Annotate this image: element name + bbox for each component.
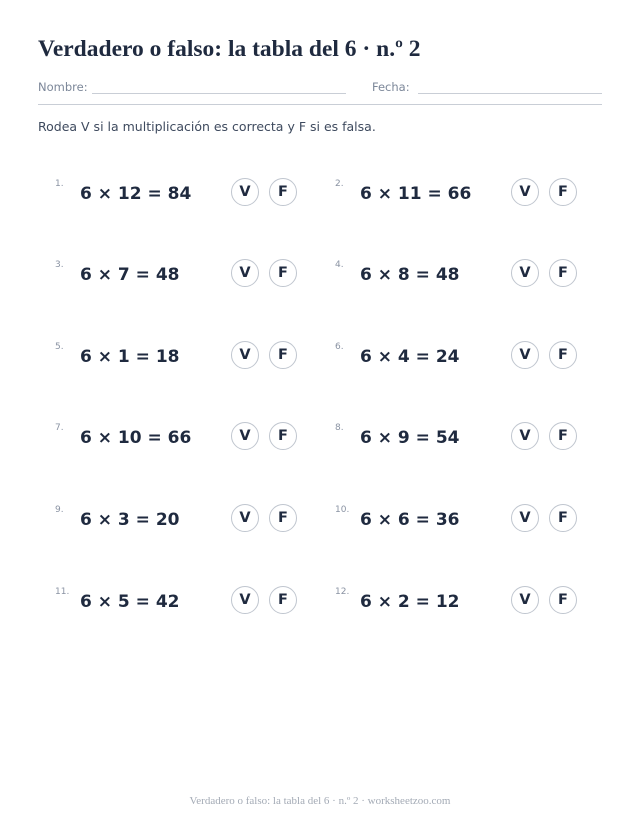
true-option-button[interactable]: V bbox=[511, 341, 539, 369]
problem-number: 12. bbox=[335, 587, 350, 597]
false-option-button[interactable]: F bbox=[269, 259, 297, 287]
false-option-button[interactable]: F bbox=[269, 178, 297, 206]
false-option-button[interactable]: F bbox=[549, 178, 577, 206]
problem-item bbox=[335, 586, 605, 618]
problem-number: 5. bbox=[55, 342, 64, 352]
problem-number: 8. bbox=[335, 423, 344, 433]
instructions: Rodea V si la multiplicación es correcta y F si es falsa. bbox=[38, 119, 376, 134]
problem-equation: 6 × 9 = 54 bbox=[360, 428, 460, 448]
header-fields bbox=[38, 80, 602, 96]
problem-number: 7. bbox=[55, 423, 64, 433]
false-option-button[interactable]: F bbox=[549, 259, 577, 287]
date-field[interactable] bbox=[418, 93, 602, 94]
problem-item bbox=[55, 504, 325, 536]
false-option-button[interactable]: F bbox=[549, 422, 577, 450]
true-option-button[interactable]: V bbox=[231, 178, 259, 206]
date-label: Fecha: bbox=[372, 80, 410, 94]
problem-item bbox=[55, 259, 325, 291]
problem-equation: 6 × 5 = 42 bbox=[80, 592, 180, 612]
false-option-button[interactable]: F bbox=[549, 341, 577, 369]
problem-number: 6. bbox=[335, 342, 344, 352]
problem-number: 11. bbox=[55, 587, 70, 597]
true-option-button[interactable]: V bbox=[231, 259, 259, 287]
problem-item bbox=[335, 422, 605, 454]
header-divider bbox=[38, 104, 602, 105]
true-option-button[interactable]: V bbox=[231, 341, 259, 369]
problem-equation: 6 × 3 = 20 bbox=[80, 510, 180, 530]
true-option-button[interactable]: V bbox=[511, 504, 539, 532]
true-option-button[interactable]: V bbox=[231, 422, 259, 450]
problem-equation: 6 × 2 = 12 bbox=[360, 592, 460, 612]
problem-number: 10. bbox=[335, 505, 350, 515]
problem-item bbox=[335, 259, 605, 291]
problem-equation: 6 × 12 = 84 bbox=[80, 184, 192, 204]
problem-equation: 6 × 6 = 36 bbox=[360, 510, 460, 530]
true-option-button[interactable]: V bbox=[231, 504, 259, 532]
problem-number: 1. bbox=[55, 179, 64, 189]
name-label: Nombre: bbox=[38, 80, 88, 94]
problem-number: 4. bbox=[335, 260, 344, 270]
problem-item bbox=[55, 586, 325, 618]
problem-item bbox=[55, 178, 325, 210]
false-option-button[interactable]: F bbox=[269, 504, 297, 532]
problem-item bbox=[335, 504, 605, 536]
false-option-button[interactable]: F bbox=[269, 341, 297, 369]
page-footer: Verdadero o falso: la tabla del 6 · n.º 2 · worksheetzoo.com bbox=[189, 795, 451, 807]
false-option-button[interactable]: F bbox=[549, 504, 577, 532]
true-option-button[interactable]: V bbox=[511, 422, 539, 450]
problem-number: 3. bbox=[55, 260, 64, 270]
false-option-button[interactable]: F bbox=[269, 586, 297, 614]
problem-equation: 6 × 11 = 66 bbox=[360, 184, 472, 204]
problem-number: 9. bbox=[55, 505, 64, 515]
problem-item bbox=[55, 341, 325, 373]
problem-item bbox=[335, 341, 605, 373]
problem-number: 2. bbox=[335, 179, 344, 189]
problem-equation: 6 × 10 = 66 bbox=[80, 428, 192, 448]
problem-item bbox=[55, 422, 325, 454]
problem-item bbox=[335, 178, 605, 210]
worksheet-title: Verdadero o falso: la tabla del 6 · n.º 2 bbox=[38, 36, 421, 62]
problem-equation: 6 × 7 = 48 bbox=[80, 265, 180, 285]
false-option-button[interactable]: F bbox=[269, 422, 297, 450]
true-option-button[interactable]: V bbox=[231, 586, 259, 614]
true-option-button[interactable]: V bbox=[511, 259, 539, 287]
problem-equation: 6 × 8 = 48 bbox=[360, 265, 460, 285]
problem-equation: 6 × 1 = 18 bbox=[80, 347, 180, 367]
name-field[interactable] bbox=[92, 93, 346, 94]
true-option-button[interactable]: V bbox=[511, 178, 539, 206]
true-option-button[interactable]: V bbox=[511, 586, 539, 614]
problem-equation: 6 × 4 = 24 bbox=[360, 347, 460, 367]
false-option-button[interactable]: F bbox=[549, 586, 577, 614]
